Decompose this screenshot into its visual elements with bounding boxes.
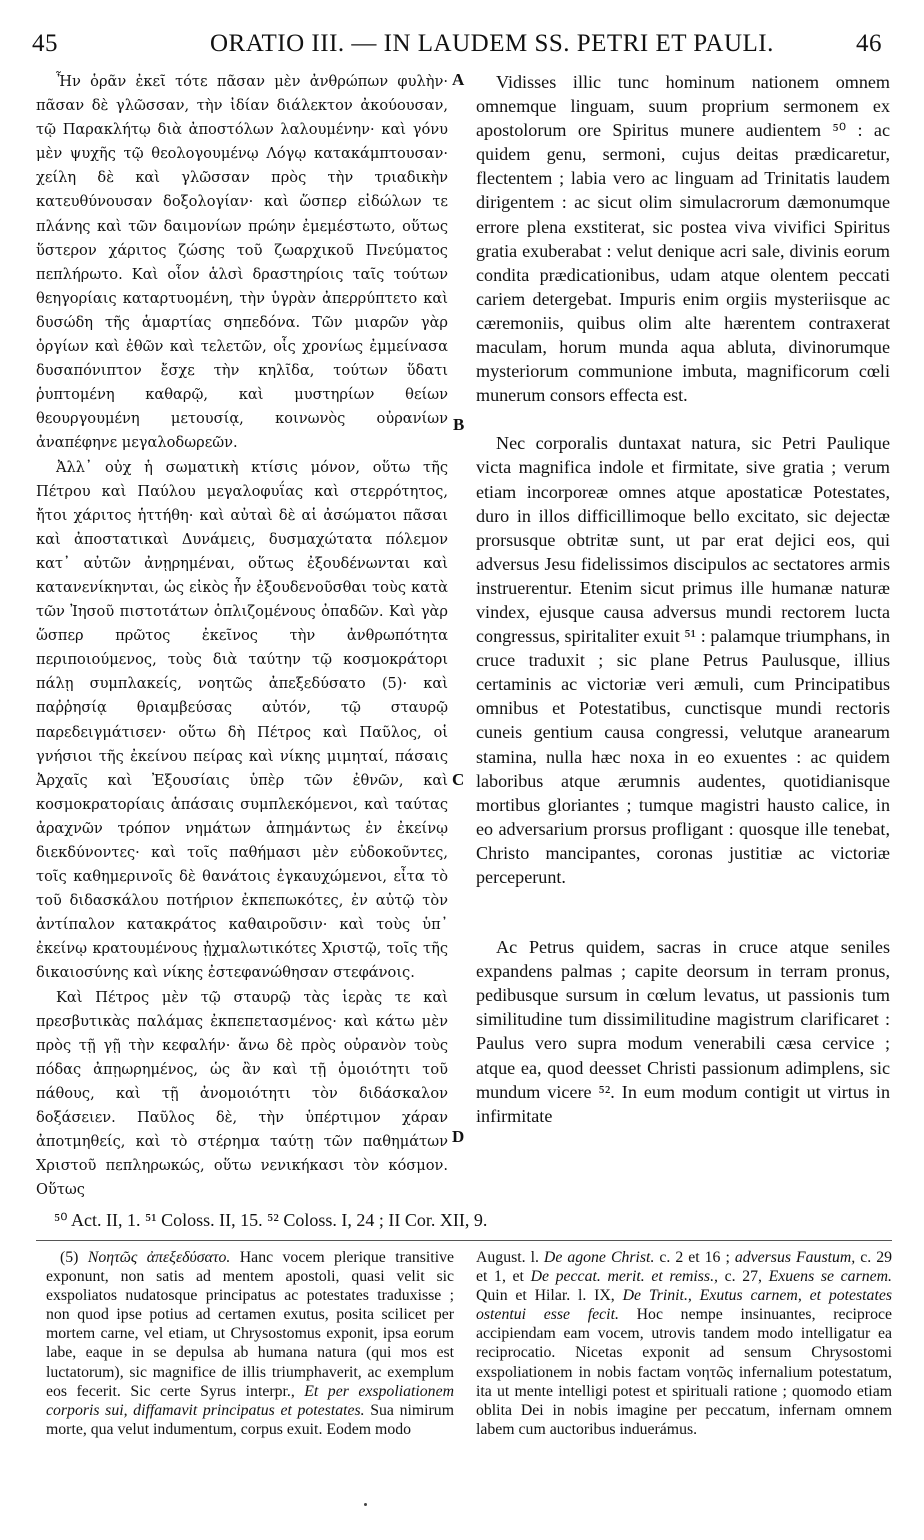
footnote-left-column: [46, 1248, 454, 1439]
margin-marker-c: C: [452, 770, 465, 789]
page-number-left: 45: [32, 30, 58, 57]
footnote-right-text-f: Hoc nempe insinuantes, reciproce accipiendam eam vocem, utrovis tandem modo intelligatur ea reciprocatio. Nicetas exponit ad sensum Chrysostomi exspoliationem in nobis factam νοητῶς infernalium potestatum, ita ut mente intelligi potest et spirituali ratione ; quomodo etiam oblita Dei in nobis imagine per peccatum, infernam omnem labem cum auctoribus induerámus.: [476, 1306, 892, 1438]
footnote-right-text-c: c. 29 et 1, et: [476, 1249, 893, 1286]
footnote-continuation: [476, 1248, 892, 1439]
greek-paragraph-2: Ἀλλ᾽ οὐχ ἡ σωματικὴ κτίσις μόνον, οὕτω τῆς Πέτρου καὶ Παύλου μεγαλοφυΐας καὶ στερρότητος, ἤτοι χάριτος ἡττήθη· καὶ αὐταὶ δὲ αἱ ἀσώματοι πᾶσαι καὶ ἀποστατικαὶ Δυνάμεις, δυσμαχώτατα πόλεμον κατ᾽ αὐτῶν ἀνῃρημέναι, οὕτως ἐξουδένωνται καὶ κατανενίκηνται, ὡς εἰκὸς ἦν ἐξουδενοῦσθαι τοὺς κατὰ τῶν Ἰησοῦ πιστοτάτων ὁπλιζομένους ὀπαδῶν. Καὶ γὰρ ὥσπερ πρῶτος ἐκεῖνος τὴν ἀνθρωπότητα περιποιούμενος, τοὺς διὰ ταύτην τῷ κοσμοκράτορι πάλῃ συμπλακείς, νοητῶς ἀπεξεδύσατο (5)· καὶ παῤῥησίᾳ θριαμβεύσας αὐτόν, τῷ σταυρῷ παρεδειγμάτισεν· οὕτω δὴ Πέτρος καὶ Παῦλος, οἱ γνήσιοι τῆς ἐκείνου πείρας καὶ νίκης μιμηταί, πάσαις Ἀρχαῖς καὶ Ἐξουσίαις ὑπὲρ τῶν ἐθνῶν, καὶ κοσμοκρατορίαις ἁπάσαις συμπλεκόμενοι, καὶ ταύτας ἀραχνῶν τρόπον νημάτων ἀπημάντως ἐν ἐκείνῳ διεκδύνοντες· καὶ τοῖς παθήμασι μὲν εὐδοκοῦντες, τοῖς καθημερινοῖς δὲ θανάτοις ἐγκαυχώμενοι, εἶτα τὸ τοῦ διδασκάλου ποτήριον ἐκπεπωκότες, ἐν αὐτῷ τὸν ἀντίπαλον κατακράτος καθαιροῦσιν· καὶ τοὺς ὑπ᾽ ἐκείνῳ κρατουμένους ᾐχμαλωτικότες Χριστῷ, τοῖς τῆς δικαιοσύνης καὶ νίκης ἐστεφανώθησαν στεφάνοις.: [36, 458, 448, 982]
running-head: [32, 30, 882, 60]
footnote-paragraph: [46, 1248, 454, 1439]
margin-marker-d: D: [452, 1127, 465, 1146]
footnote-lemma: Νοητῶς ἀπεξεδύσατο.: [87, 1249, 231, 1266]
footnote-divider: [36, 1240, 892, 1241]
print-speck: [364, 1503, 367, 1506]
footnote-right-italic-3: De peccat. merit. et remiss.,: [530, 1268, 718, 1286]
latin-paragraph-2: Nec corporalis duntaxat natura, sic Petri Paulique victa magnifica indole et firmitate, sive gratia ; verum etiam incorporeæ omnes atque apostaticæ Potestates, duro in illos difficillimoque bello excitato, sic dejectæ prorsusque obtritæ sunt, ut par erat dejici eos, qui adversus Jesu fidelissimos discipulos ac sectatores armis instruerentur. Etenim sicut primus ille humanæ naturæ vindex, ejusque causa adversus mundi rectorem lucta congressus, spiritaliter exuit ⁵¹ : palamque triumphans, in cruce traduxit ; sic plane Petrus Paulusque, illius certaminis ac victoriæ veri æmuli, cum Principatibus omnibus et Potestatibus, cunctisque mundi rectoris cuneis gentium causa congressi, velutque aranearum stamina, nulla hæc noxa in eo exuentes : ac quidem laboribus atque ærumnis audentes, quotidianisque mortibus gloriantes ; tumque magistri hausto calice, in eo adversarium prorsus profligant : quosque ille tenebat, Christo mancipantes, coronas justitiæ ac victoriæ perceperunt.: [476, 433, 890, 887]
footnote-right-text-d: c. 27,: [717, 1268, 769, 1286]
greek-column: [36, 70, 448, 1202]
footnote-right-italic-2: adversus Faustum,: [734, 1249, 856, 1266]
footnote-right-text-e: Quin et Hilar. l. IX,: [476, 1287, 623, 1305]
page-number-right: 46: [856, 30, 882, 57]
footnote-right-text-b: c. 2 et 16 ;: [654, 1249, 735, 1266]
latin-column: [476, 70, 890, 1128]
greek-paragraph-1: Ἦν ὁρᾶν ἐκεῖ τότε πᾶσαν μὲν ἀνθρώπων φυλὴν· πᾶσαν δὲ γλῶσσαν, τὴν ἰδίαν διάλεκτον ἀκούουσαν, τῷ Παρακλήτῳ διὰ ἀποστόλων λαλουμένην· καὶ γόνυ μὲν ψυχῆς τῷ θεολογουμένῳ Λόγῳ κατακάμπτουσαν· χείλη δὲ καὶ γλῶσσαν πρὸς τὴν τριαδικὴν κατευθύνουσαν δοξολογίαν· καὶ ὥσπερ εἰδώλων τε πλάνης καὶ τῶν δαιμονίων πρώην ἐμεμέστωτο, οὕτως ὕστερον χάριτος ζώσης τοῦ ζωαρχικοῦ Πνεύματος πεπλήρωτο. Καὶ οἷον ἁλσὶ δραστηρίοις ταῖς τούτων θεηγορίαις καταρτυομένη, τὴν ὑγρὰν ἀπερρύπτετο καὶ δυσώδη τῆς ἁμαρτίας σηπεδόνα. Τῶν μιαρῶν γὰρ ὀργίων καὶ ἐθῶν καὶ τελετῶν, οἷς χρονίως ἐμμείνασα δυσαπόνιπτον ἔσχε τὴν κηλῖδα, τούτων ὕδατι ῥυπτομένη καθαρῷ, καὶ μυστηρίων θείων θεουργουμένη μετουσίᾳ, κοινωνὸς οὐρανίων ἀναπέφηνε μεγαλοδωρεῶν.: [36, 73, 448, 452]
latin-paragraph-1: Vidisses illic tunc hominum nationem omnem omnemque linguam, suum proprium sermonem ex apostolorum ore Spiritus munere audientem ⁵⁰ : ac quidem genu, sermoni, cujus deitas prædicaretur, flectentem ; labia vero ac linguam ad Trinitatis laudem dirigentem : ac sicut olim simulacrorum dæmonumque errore plena exstiterat, sic postea viva vivifici Spiritus gratia exuberabat : velut denique acri sale, divinis eorum condita prædicationibus, udam atque olentem peccati cariem detergebat. Impuris enim orgiis mysteriisque ac cæremoniis, quibus olim alte hærentem contraxerat maculam, horum munda aqua abluta, divinorumque mysteriorum communione imbuta, magnificorum cœli munerum consors effecta est.: [476, 72, 890, 406]
footnote-right-italic-1: De agone Christ.: [543, 1249, 655, 1266]
scripture-references: ⁵⁰ Act. II, 1. ⁵¹ Coloss. II, 15. ⁵² Coloss. I, 24 ; II Cor. XII, 9.: [54, 1210, 488, 1230]
margin-marker-b: B: [453, 415, 465, 434]
latin-paragraph-3: Ac Petrus quidem, sacras in cruce atque seniles expandens palmas ; capite deorsum in terram pronus, pedibusque sursum in cœlum levatus, ut passionis tum similitudine tum dissimilitudine magistrum clarificaret : Paulus vero supra modum venerabili cæsa cervice ; atque ea, quod deesset Christi passionum adimplens, sic mundum vicere ⁵². In eum modum contigit ut virtus in infirmitate: [476, 937, 890, 1126]
greek-paragraph-3: Καὶ Πέτρος μὲν τῷ σταυρῷ τὰς ἱερὰς τε καὶ πρεσβυτικὰς παλάμας ἐκπεπετασμένος· καὶ κάτω μὲν πρὸς τῇ γῇ τὴν κεφαλήν· ἄνω δὲ πρὸς οὐρανὸν τοὺς πόδας ἀπῃωρημένος, ὡς ἂν καὶ τῇ ὁμοιότητι τοῦ πάθους, καὶ τῇ ἀνομοιότητι τὸν διδάσκαλον δοξάσειεν. Παῦλος δὲ, τὴν ὑπέρτιμον χάραν ἀποτμηθείς, καὶ τὸ στέρημα ταύτῃ τῶν παθημάτων Χριστοῦ πεπληρωκώς, οὕτω νενικήκασι τὸν κόσμον. Οὕτως: [36, 988, 448, 1199]
footnote-number: (5): [60, 1249, 79, 1266]
footnote-text-1: Hanc vocem plerique transitive exponunt, non satis ad mentem apostoli, quasi velit sic exspoliatos nudatosque principatus ac potestates traduxisse ; non quod ipse potius ad certamen exutus, posita scilicet per mortem carne, vel etiam, ut Chrysostomus exponit, ipsa eorum labe, eaque in se depulsa ab humana natura (qui mos est luctatorum), sic magnifice de illis triumphaverit, ac exemplum eos fecerit. Sic certe Syrus interpr.,: [46, 1249, 454, 1400]
footnote-right-italic-5: De Trinit., Exutus carnem, et potestates ostentui esse fecit.: [476, 1287, 893, 1324]
margin-marker-a: A: [452, 70, 465, 89]
page-title: ORATIO III. — IN LAUDEM SS. PETRI ET PAULI.: [210, 30, 774, 57]
footnote-right-italic-4: Exuens se carnem.: [768, 1268, 892, 1286]
footnote-italic-quote: Et per exspoliationem corporis sui, diffamavit principatus et potestates.: [46, 1382, 454, 1419]
footnote-right-text-a: August. l.: [476, 1249, 544, 1266]
footnote-text-2: Sua nimirum morte, qua velut indumentum, corpus exuit. Eodem modo: [46, 1401, 454, 1438]
footnote-right-column: [476, 1248, 892, 1439]
